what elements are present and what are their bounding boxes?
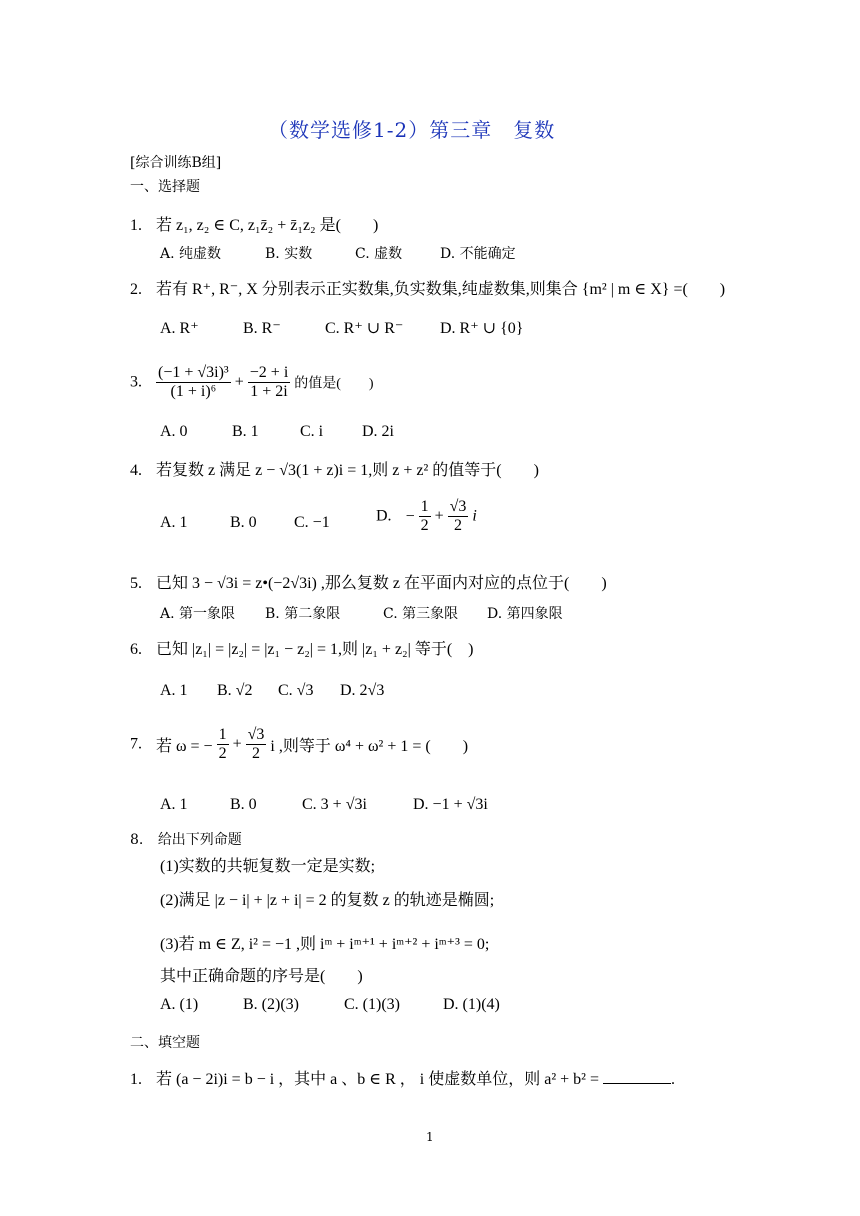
question-tail: 的值是( ) xyxy=(294,376,374,392)
proposition-1: (1)实数的共轭复数一定是实数; xyxy=(160,858,376,875)
q6-option-a: A. 1 xyxy=(160,682,188,699)
q4-option-c: C. −1 xyxy=(294,514,330,531)
q6-option-c: C. √3 xyxy=(278,682,314,699)
answer-blank[interactable] xyxy=(603,1083,671,1084)
fraction-numerator: √3 xyxy=(247,726,265,743)
page-title: （数学选修1-2）第三章 复数 xyxy=(268,118,556,142)
q4-option-b: B. 0 xyxy=(230,514,257,531)
option-label: D. xyxy=(376,507,392,525)
proposition-2: (2)满足 |z − i| + |z + i| = 2 的复数 z 的轨迹是椭圆; xyxy=(160,892,495,909)
question-text: 若有 R⁺, R⁻, X 分别表示正实数集,负实数集,纯虚数集,则集合 {m² | m ∈ X} =( ) xyxy=(156,281,726,298)
q2-option-c: C. R⁺ ∪ R⁻ xyxy=(325,320,404,337)
imaginary-unit: i xyxy=(472,507,477,525)
q2-option-d: D. R⁺ ∪ {0} xyxy=(440,320,524,337)
fraction-denominator: 2 xyxy=(454,517,463,534)
q1-option-c: C. 虚数 xyxy=(355,246,403,262)
question-prompt: 其中正确命题的序号是( ) xyxy=(160,968,363,985)
question-text: 给出下列命题 xyxy=(157,832,242,848)
q1-option-a: A. 纯虚数 xyxy=(160,246,222,262)
fraction-denominator: 2 xyxy=(252,745,261,762)
question-5 xyxy=(130,570,607,593)
fraction-denominator: 2 xyxy=(218,745,227,762)
question-number: 6. xyxy=(130,641,142,658)
q8-option-c: C. (1)(3) xyxy=(344,996,400,1013)
q7-option-c: C. 3 + √3i xyxy=(302,796,367,813)
plus-sign: + xyxy=(232,735,242,753)
q3-option-a: A. 0 xyxy=(160,423,188,440)
q3-option-b: B. 1 xyxy=(232,423,259,440)
question-6 xyxy=(130,636,473,659)
fraction-numerator: 1 xyxy=(218,726,227,743)
question-text: 若 (a − 2i)i = b − i ，其中 a 、b ∈ R ， i 使虚数单位，则 a² + b² = xyxy=(156,1071,599,1088)
question-2 xyxy=(130,276,725,299)
q6-option-d: D. 2√3 xyxy=(340,682,385,699)
question-text: 已知 |z₁| = |z₂| = |z₁ − z₂| = 1,则 |z₁ + z₂| 等于( ) xyxy=(156,641,474,658)
question-number: 5. xyxy=(130,575,142,592)
question-3 xyxy=(130,364,374,401)
q3-option-d: D. 2i xyxy=(362,423,394,440)
question-text: 若 z₁, z₂ ∈ C, z₁z̄₂ + z̄₁z₂ 是( ) xyxy=(156,217,379,234)
fill-question-1 xyxy=(130,1066,675,1089)
question-number: 4. xyxy=(130,462,142,479)
question-lead: 若 ω = − xyxy=(156,738,213,755)
q1-option-b: B. 实数 xyxy=(265,246,313,262)
q8-option-a: A. (1) xyxy=(160,996,199,1013)
question-text: 若复数 z 满足 z − √3(1 + z)i = 1,则 z + z² 的值等于( ) xyxy=(156,462,539,479)
q8-option-d: D. (1)(4) xyxy=(443,996,500,1013)
q4-option-d xyxy=(376,498,477,535)
q5-option-a: A. 第一象限 xyxy=(160,606,236,622)
question-1 xyxy=(130,212,378,235)
q2-option-b: B. R⁻ xyxy=(243,320,281,337)
question-number: 1. xyxy=(130,1071,142,1088)
question-4 xyxy=(130,457,539,480)
section-heading-fill: 二、填空题 xyxy=(130,1035,200,1051)
page-number: 1 xyxy=(426,1130,434,1144)
question-8 xyxy=(130,829,242,849)
q7-option-b: B. 0 xyxy=(230,796,257,813)
fraction-numerator: 1 xyxy=(420,498,429,515)
q4-option-a: A. 1 xyxy=(160,514,188,531)
q6-option-b: B. √2 xyxy=(217,682,253,699)
q3-option-c: C. i xyxy=(300,423,324,440)
q8-option-b: B. (2)(3) xyxy=(243,996,299,1013)
question-text: 已知 3 − √3i = z•(−2√3i) ,那么复数 z 在平面内对应的点位于( ) xyxy=(156,575,607,592)
fraction-1 xyxy=(156,364,231,401)
q5-option-b: B. 第二象限 xyxy=(265,606,341,622)
fraction-numerator: √3 xyxy=(449,498,467,515)
question-number: 1. xyxy=(130,217,142,234)
fraction-2 xyxy=(246,726,267,763)
question-7 xyxy=(130,726,468,763)
section-heading-choice: 一、选择题 xyxy=(130,179,200,195)
plus-sign: + xyxy=(234,373,244,391)
question-number: 8. xyxy=(130,832,144,848)
q7-option-d: D. −1 + √3i xyxy=(413,796,488,813)
question-number: 3. xyxy=(130,373,142,391)
fraction-2 xyxy=(248,364,291,401)
proposition-3: (3)若 m ∈ Z, i² = −1 ,则 iᵐ + iᵐ⁺¹ + iᵐ⁺² + iᵐ⁺³ = 0; xyxy=(160,936,490,953)
group-label: [综合训练B组] xyxy=(130,155,222,171)
fraction-1 xyxy=(217,726,229,763)
fraction-denominator: (1 + i)⁶ xyxy=(170,383,217,400)
minus-sign: − xyxy=(405,507,415,525)
q1-option-d: D. 不能确定 xyxy=(440,246,516,262)
fraction-denominator: 2 xyxy=(420,517,429,534)
fraction-numerator: −2 + i xyxy=(249,364,289,381)
question-number: 7. xyxy=(130,735,142,753)
q5-option-d: D. 第四象限 xyxy=(487,606,563,622)
question-tail: i ,则等于 ω⁴ + ω² + 1 = ( ) xyxy=(270,738,469,755)
q5-option-c: C. 第三象限 xyxy=(383,606,459,622)
q7-option-a: A. 1 xyxy=(160,796,188,813)
q2-option-a: A. R⁺ xyxy=(160,320,199,337)
fraction-2 xyxy=(448,498,469,535)
period: . xyxy=(670,1071,675,1088)
question-number: 2. xyxy=(130,281,142,298)
fraction-1 xyxy=(419,498,431,535)
fraction-numerator: (−1 + √3i)³ xyxy=(158,364,229,381)
plus-sign: + xyxy=(434,507,444,525)
fraction-denominator: 1 + 2i xyxy=(250,383,288,400)
